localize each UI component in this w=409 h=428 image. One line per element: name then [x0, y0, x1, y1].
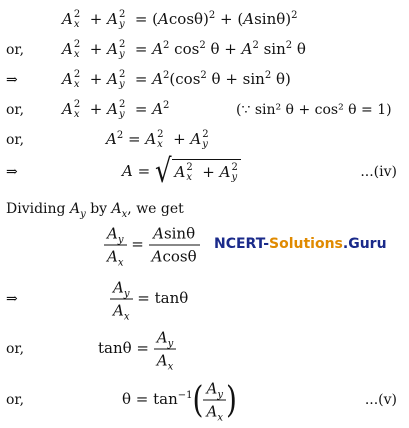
eq-line-11 — [0, 376, 409, 424]
equation: $\theta = \tan^{-1}$( $\frac{A_y}{A_x}$ ) — [122, 377, 237, 424]
or-label: or, — [6, 132, 25, 148]
or-label: or, — [6, 341, 25, 357]
eq-line-1 — [0, 4, 409, 36]
text-line-dividing — [0, 196, 409, 222]
square-root: √ A 2 x + A 2 y — [155, 159, 241, 185]
or-label: or, — [6, 102, 25, 118]
equation: $A^2 = A$ 2 x + A 2 y — [106, 129, 209, 150]
equation: A 2 x + A 2 y = $A^2(\cos^2$ $\theta + \sin^2 \theta$) — [62, 69, 291, 90]
watermark-logo: NCERT-Solutions.Guru — [214, 236, 387, 252]
eq-line-3 — [0, 64, 409, 96]
eq-line-9 — [0, 276, 409, 322]
eq-line-10 — [0, 326, 409, 372]
equation: A = √ A 2 x + A 2 y — [122, 159, 241, 185]
or-label: or, — [6, 42, 25, 58]
identity-note: (∵ sin² θ + cos² θ = 1) — [236, 102, 392, 118]
sentence: Dividing $A_y$ by $A_x$, we get — [6, 201, 184, 220]
equation: A 2 x + A 2 y = $A^2$ $\cos^2 \theta + A^2$ $\sin^2 \theta$ — [62, 39, 306, 60]
equation-tag-v: ...(v) — [364, 392, 397, 408]
equation: A 2 x + A 2 y = $(Acos\theta)^2 + (Asin\theta)^2$ — [62, 9, 298, 30]
equation: tanθ = $\frac{A_y}{A_x}$ — [98, 329, 176, 370]
or-label: or, — [6, 392, 25, 408]
eq-line-4 — [0, 94, 409, 126]
eq-line-2 — [0, 34, 409, 66]
implies-symbol: ⇒ — [6, 72, 18, 88]
implies-symbol: ⇒ — [6, 164, 18, 180]
equation-tag-iv: ...(iv) — [360, 164, 397, 180]
implies-symbol: ⇒ — [6, 291, 18, 307]
equation: $\frac{A_y}{A_x}$ = tanθ — [110, 279, 188, 320]
eq-line-6 — [0, 152, 409, 192]
equation: A 2 x + A 2 y = $A^2$ — [62, 99, 170, 120]
equation: $\frac{A_y}{A_x}$ = $\frac{Asin\theta}{Acos\theta}$ — [104, 225, 200, 266]
